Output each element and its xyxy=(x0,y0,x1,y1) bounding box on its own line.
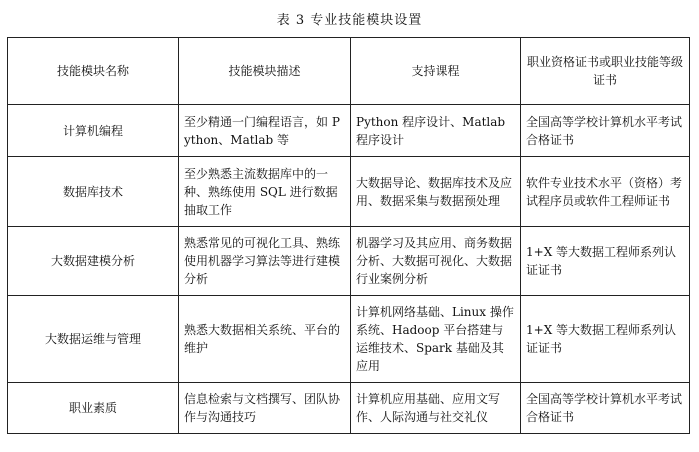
table-caption: 表 3 专业技能模块设置 xyxy=(276,13,423,28)
courses-cell: 机器学习及其应用、商务数据分析、大数据可视化、大数据行业案例分析 xyxy=(351,227,521,296)
header-supporting-courses: 支持课程 xyxy=(351,38,521,105)
skills-table xyxy=(7,37,690,434)
module-description-cell: 熟悉大数据相关系统、平台的维护 xyxy=(179,296,351,383)
header-certificate: 职业资格证书或职业技能等级证书 xyxy=(521,38,690,105)
table-header-row xyxy=(8,38,690,105)
module-name-cell: 数据库技术 xyxy=(8,157,179,227)
module-description-cell: 信息检索与文档撰写、团队协作与沟通技巧 xyxy=(179,383,351,434)
module-description-cell: 至少精通一门编程语言，如 Python、Matlab 等 xyxy=(179,105,351,157)
courses-cell: 计算机网络基础、Linux 操作系统、Hadoop 平台搭建与运维技术、Spark 基础及其应用 xyxy=(351,296,521,383)
table-row xyxy=(8,296,690,383)
courses-cell: 大数据导论、数据库技术及应用、数据采集与数据预处理 xyxy=(351,157,521,227)
courses-cell: Python 程序设计、Matlab 程序设计 xyxy=(351,105,521,157)
module-description-cell: 熟悉常见的可视化工具、熟练使用机器学习算法等进行建模分析 xyxy=(179,227,351,296)
certificate-cell: 1+X 等大数据工程师系列认证证书 xyxy=(521,227,690,296)
certificate-cell: 全国高等学校计算机水平考试合格证书 xyxy=(521,383,690,434)
module-description-cell: 至少熟悉主流数据库中的一种、熟练使用 SQL 进行数据抽取工作 xyxy=(179,157,351,227)
module-name-cell: 大数据运维与管理 xyxy=(8,296,179,383)
certificate-cell: 1+X 等大数据工程师系列认证证书 xyxy=(521,296,690,383)
table-row xyxy=(8,227,690,296)
table-row xyxy=(8,105,690,157)
courses-cell: 计算机应用基础、应用文写作、人际沟通与社交礼仪 xyxy=(351,383,521,434)
module-name-cell: 大数据建模分析 xyxy=(8,227,179,296)
header-module-description: 技能模块描述 xyxy=(179,38,351,105)
header-module-name: 技能模块名称 xyxy=(8,38,179,105)
module-name-cell: 计算机编程 xyxy=(8,105,179,157)
module-name-cell: 职业素质 xyxy=(8,383,179,434)
certificate-cell: 全国高等学校计算机水平考试合格证书 xyxy=(521,105,690,157)
certificate-cell: 软件专业技术水平（资格）考试程序员或软件工程师证书 xyxy=(521,157,690,227)
table-row xyxy=(8,383,690,434)
table-row xyxy=(8,157,690,227)
